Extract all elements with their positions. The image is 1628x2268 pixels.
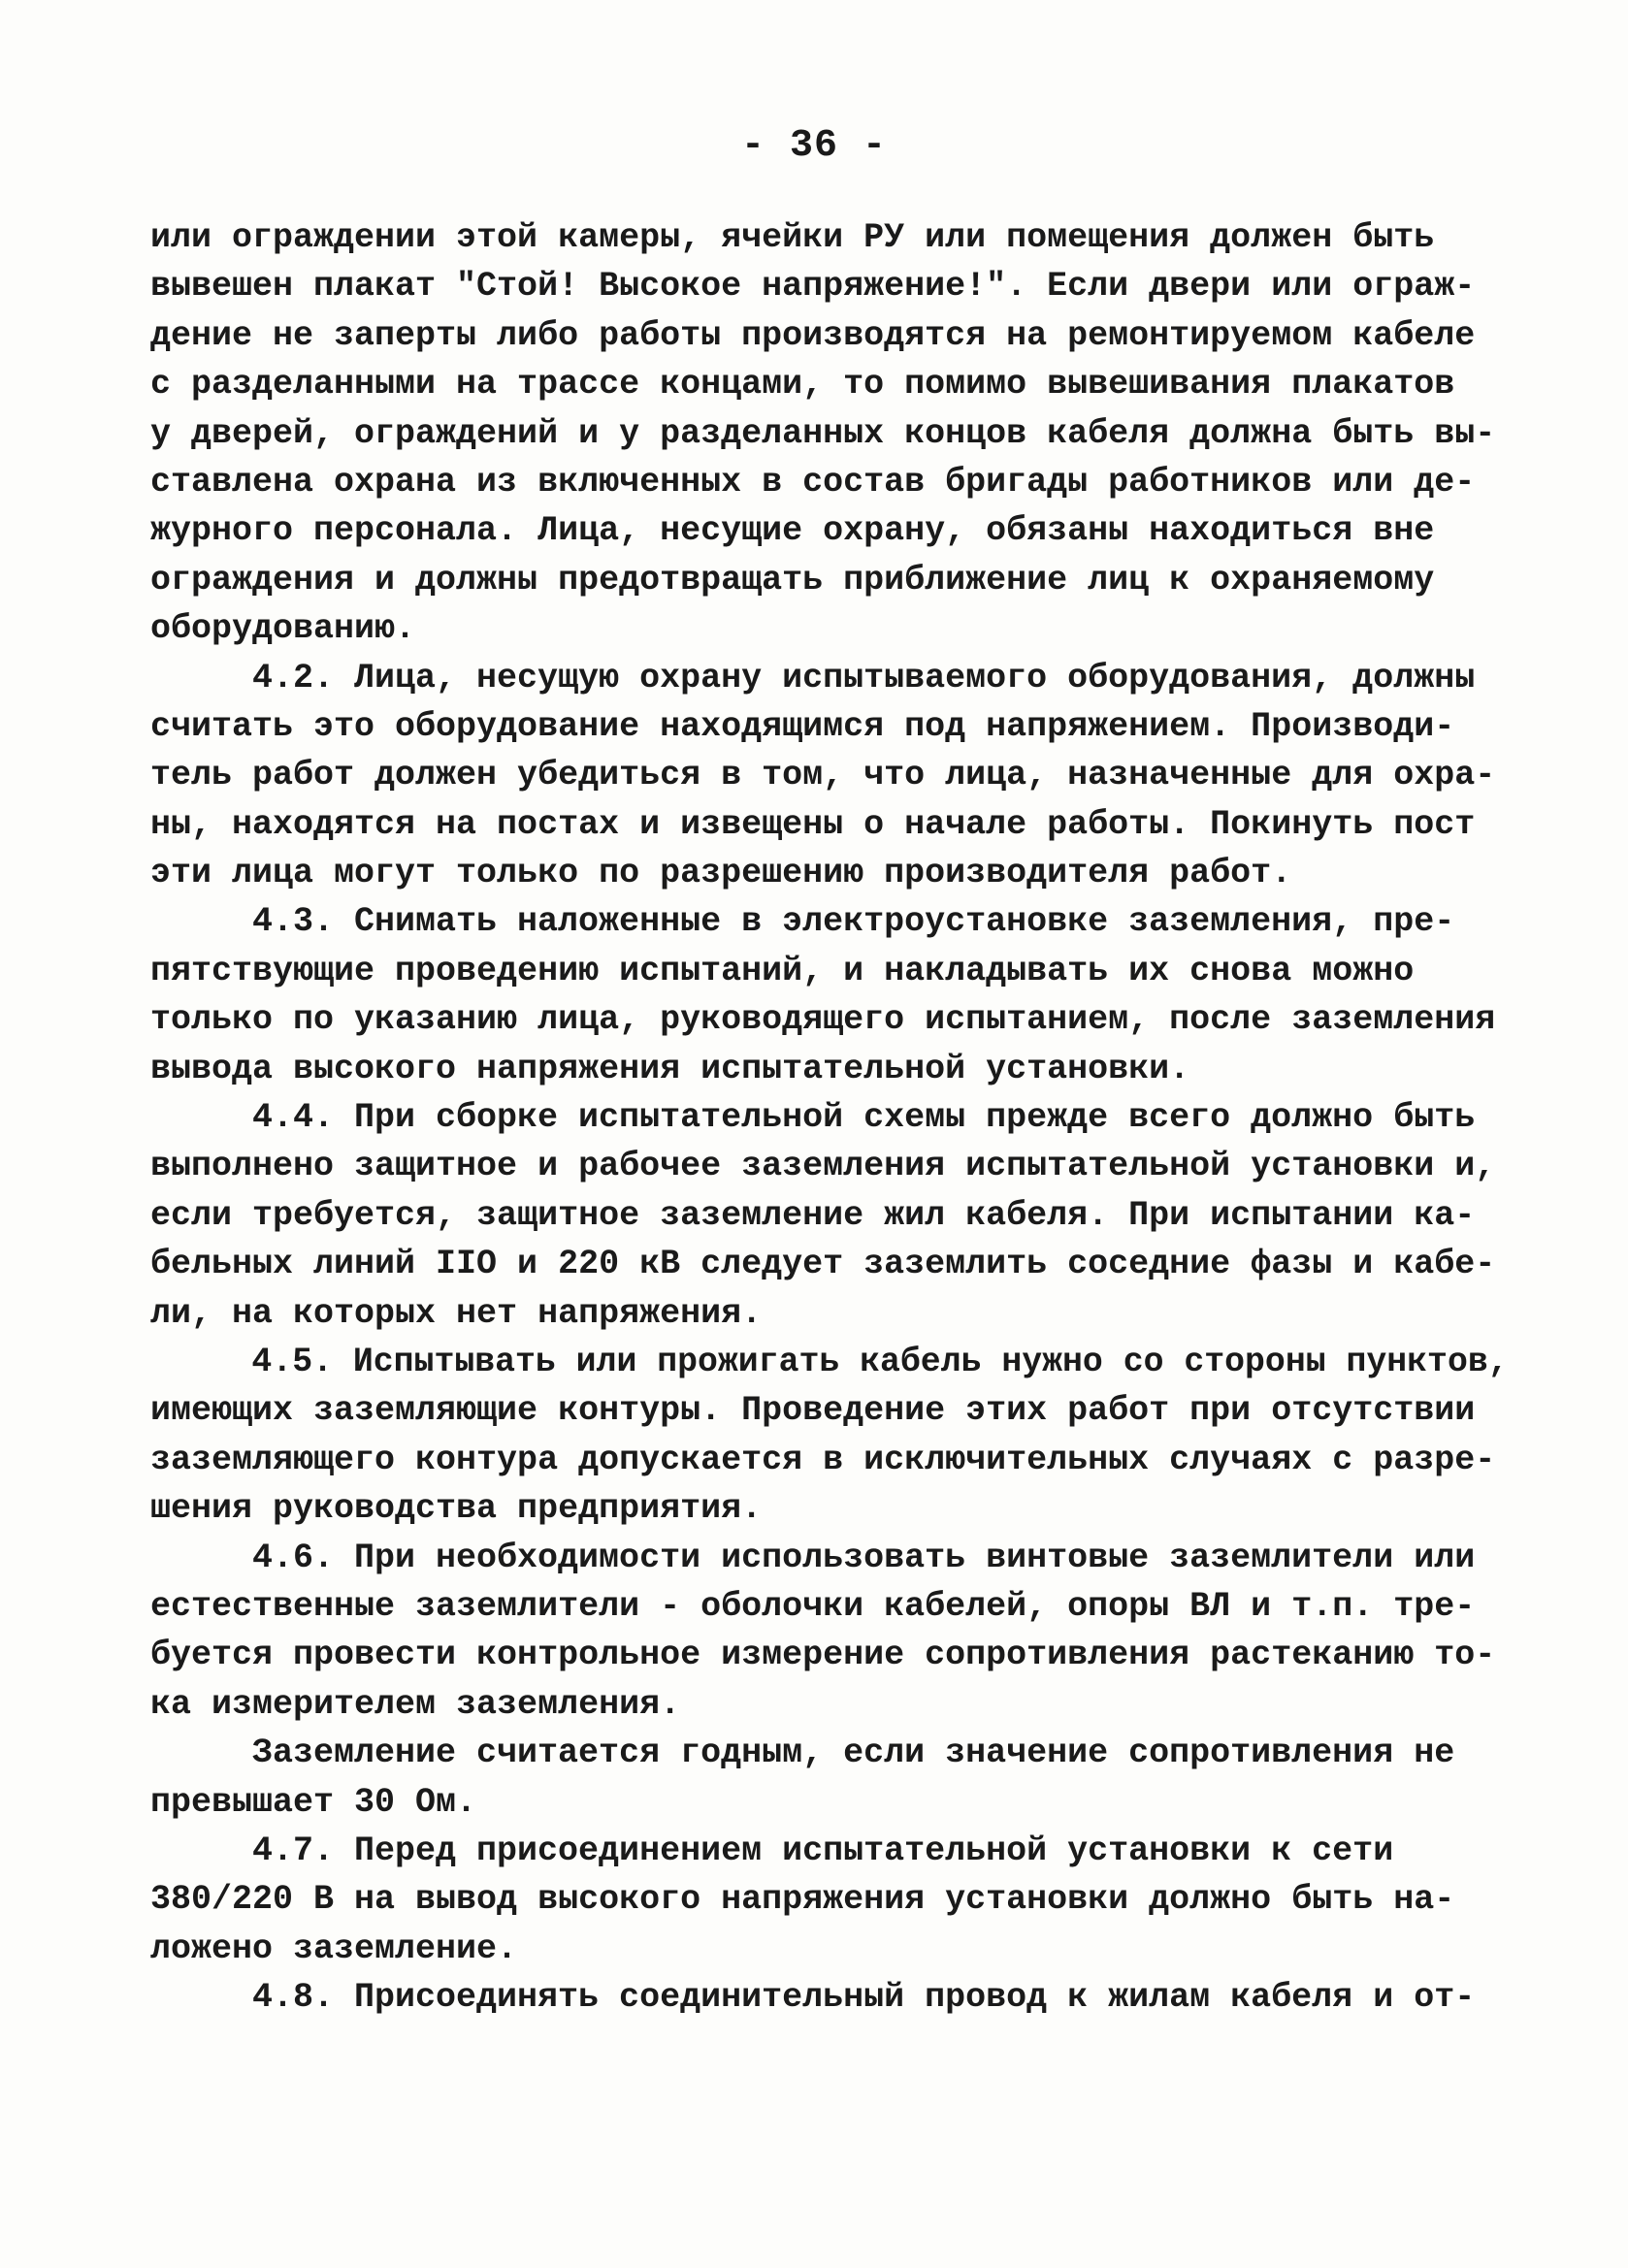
page-number: - 36 -	[740, 124, 888, 168]
text-line: 4.8. Присоединять соединительный провод к жилам кабеля и от-	[252, 1978, 1476, 2018]
text-line: бельных линий IIO и 220 кВ следует заземлить соседние фазы и кабе-	[150, 1245, 1496, 1284]
text-line: 4.5. Испытывать или прожигать кабель нужно со стороны пунктов,	[251, 1342, 1509, 1381]
text-line: выполнено защитное и рабочее заземления испытательной установки и,	[150, 1147, 1496, 1186]
text-line: только по указанию лица, руководящего испытанием, после заземления	[150, 1000, 1496, 1040]
text-line: ограждения и должны предотвращать приближение лиц к охраняемому	[150, 560, 1435, 599]
text-line: вывешен плакат "Стой! Высокое напряжение!". Если двери или ограж-	[150, 267, 1476, 307]
text-line: буется провести контрольное измерение сопротивления растеканию то-	[150, 1636, 1496, 1675]
text-line: 4.7. Перед присоединением испытательной установки к сети	[252, 1831, 1394, 1870]
text-line: оборудованию.	[150, 609, 416, 649]
text-line: превышает 30 Ом.	[150, 1782, 477, 1822]
text-line: заземляющего контура допускается в исключительных случаях с разре-	[150, 1440, 1496, 1479]
text-line: Заземление считается годным, если значение сопротивления не	[252, 1733, 1455, 1773]
text-line: журного персонала. Лица, несущие охрану, обязаны находиться вне	[150, 511, 1435, 551]
text-line: ны, находятся на постах и извещены о начале работы. Покинуть пост	[150, 804, 1476, 844]
text-line: эти лица могут только по разрешению производителя работ.	[150, 854, 1292, 893]
text-line: естественные заземлители - оболочки кабелей, опоры ВЛ и т.п. тре-	[150, 1586, 1476, 1626]
document-body	[150, 213, 1509, 2022]
text-line: 4.2. Лица, несущую охрану испытываемого оборудования, должны	[252, 658, 1476, 697]
text-line: шения руководства предприятия.	[150, 1489, 763, 1529]
text-line: или ограждении этой камеры, ячейки РУ или помещения должен быть	[150, 218, 1435, 257]
text-line: ли, на которых нет напряжения.	[150, 1293, 763, 1333]
text-line: дение не заперты либо работы производятся на ремонтируемом кабеле	[150, 315, 1476, 355]
text-line: 380/220 В на вывод высокого напряжения установки должно быть на-	[150, 1880, 1455, 1920]
text-line: у дверей, ограждений и у разделанных концов кабеля должна быть вы-	[150, 413, 1496, 453]
text-line: считать это оборудование находящимся под напряжением. Производи-	[150, 706, 1455, 746]
text-line: с разделанными на трассе концами, то помимо вывешивания плакатов	[150, 365, 1455, 405]
text-line: ка измерителем заземления.	[150, 1684, 681, 1724]
text-line: имеющих заземляющие контуры. Проведение этих работ при отсутствии	[150, 1391, 1476, 1431]
text-line: 4.3. Снимать наложенные в электроустановке заземления, пре-	[252, 902, 1455, 942]
text-line: ставлена охрана из включенных в состав бригады работников или де-	[150, 462, 1476, 502]
text-line: ложено заземление.	[150, 1928, 518, 1968]
text-line: пятствующие проведению испытаний, и накладывать их снова можно	[150, 951, 1415, 990]
text-line: вывода высокого напряжения испытательной установки.	[150, 1049, 1190, 1088]
text-line: 4.6. При необходимости использовать винтовые заземлители или	[252, 1538, 1476, 1577]
text-line: 4.4. При сборке испытательной схемы прежде всего должно быть	[252, 1098, 1476, 1138]
text-line: тель работ должен убедиться в том, что лица, назначенные для охра-	[150, 756, 1496, 795]
text-line: если требуется, защитное заземление жил кабеля. При испытании ка-	[150, 1195, 1476, 1235]
